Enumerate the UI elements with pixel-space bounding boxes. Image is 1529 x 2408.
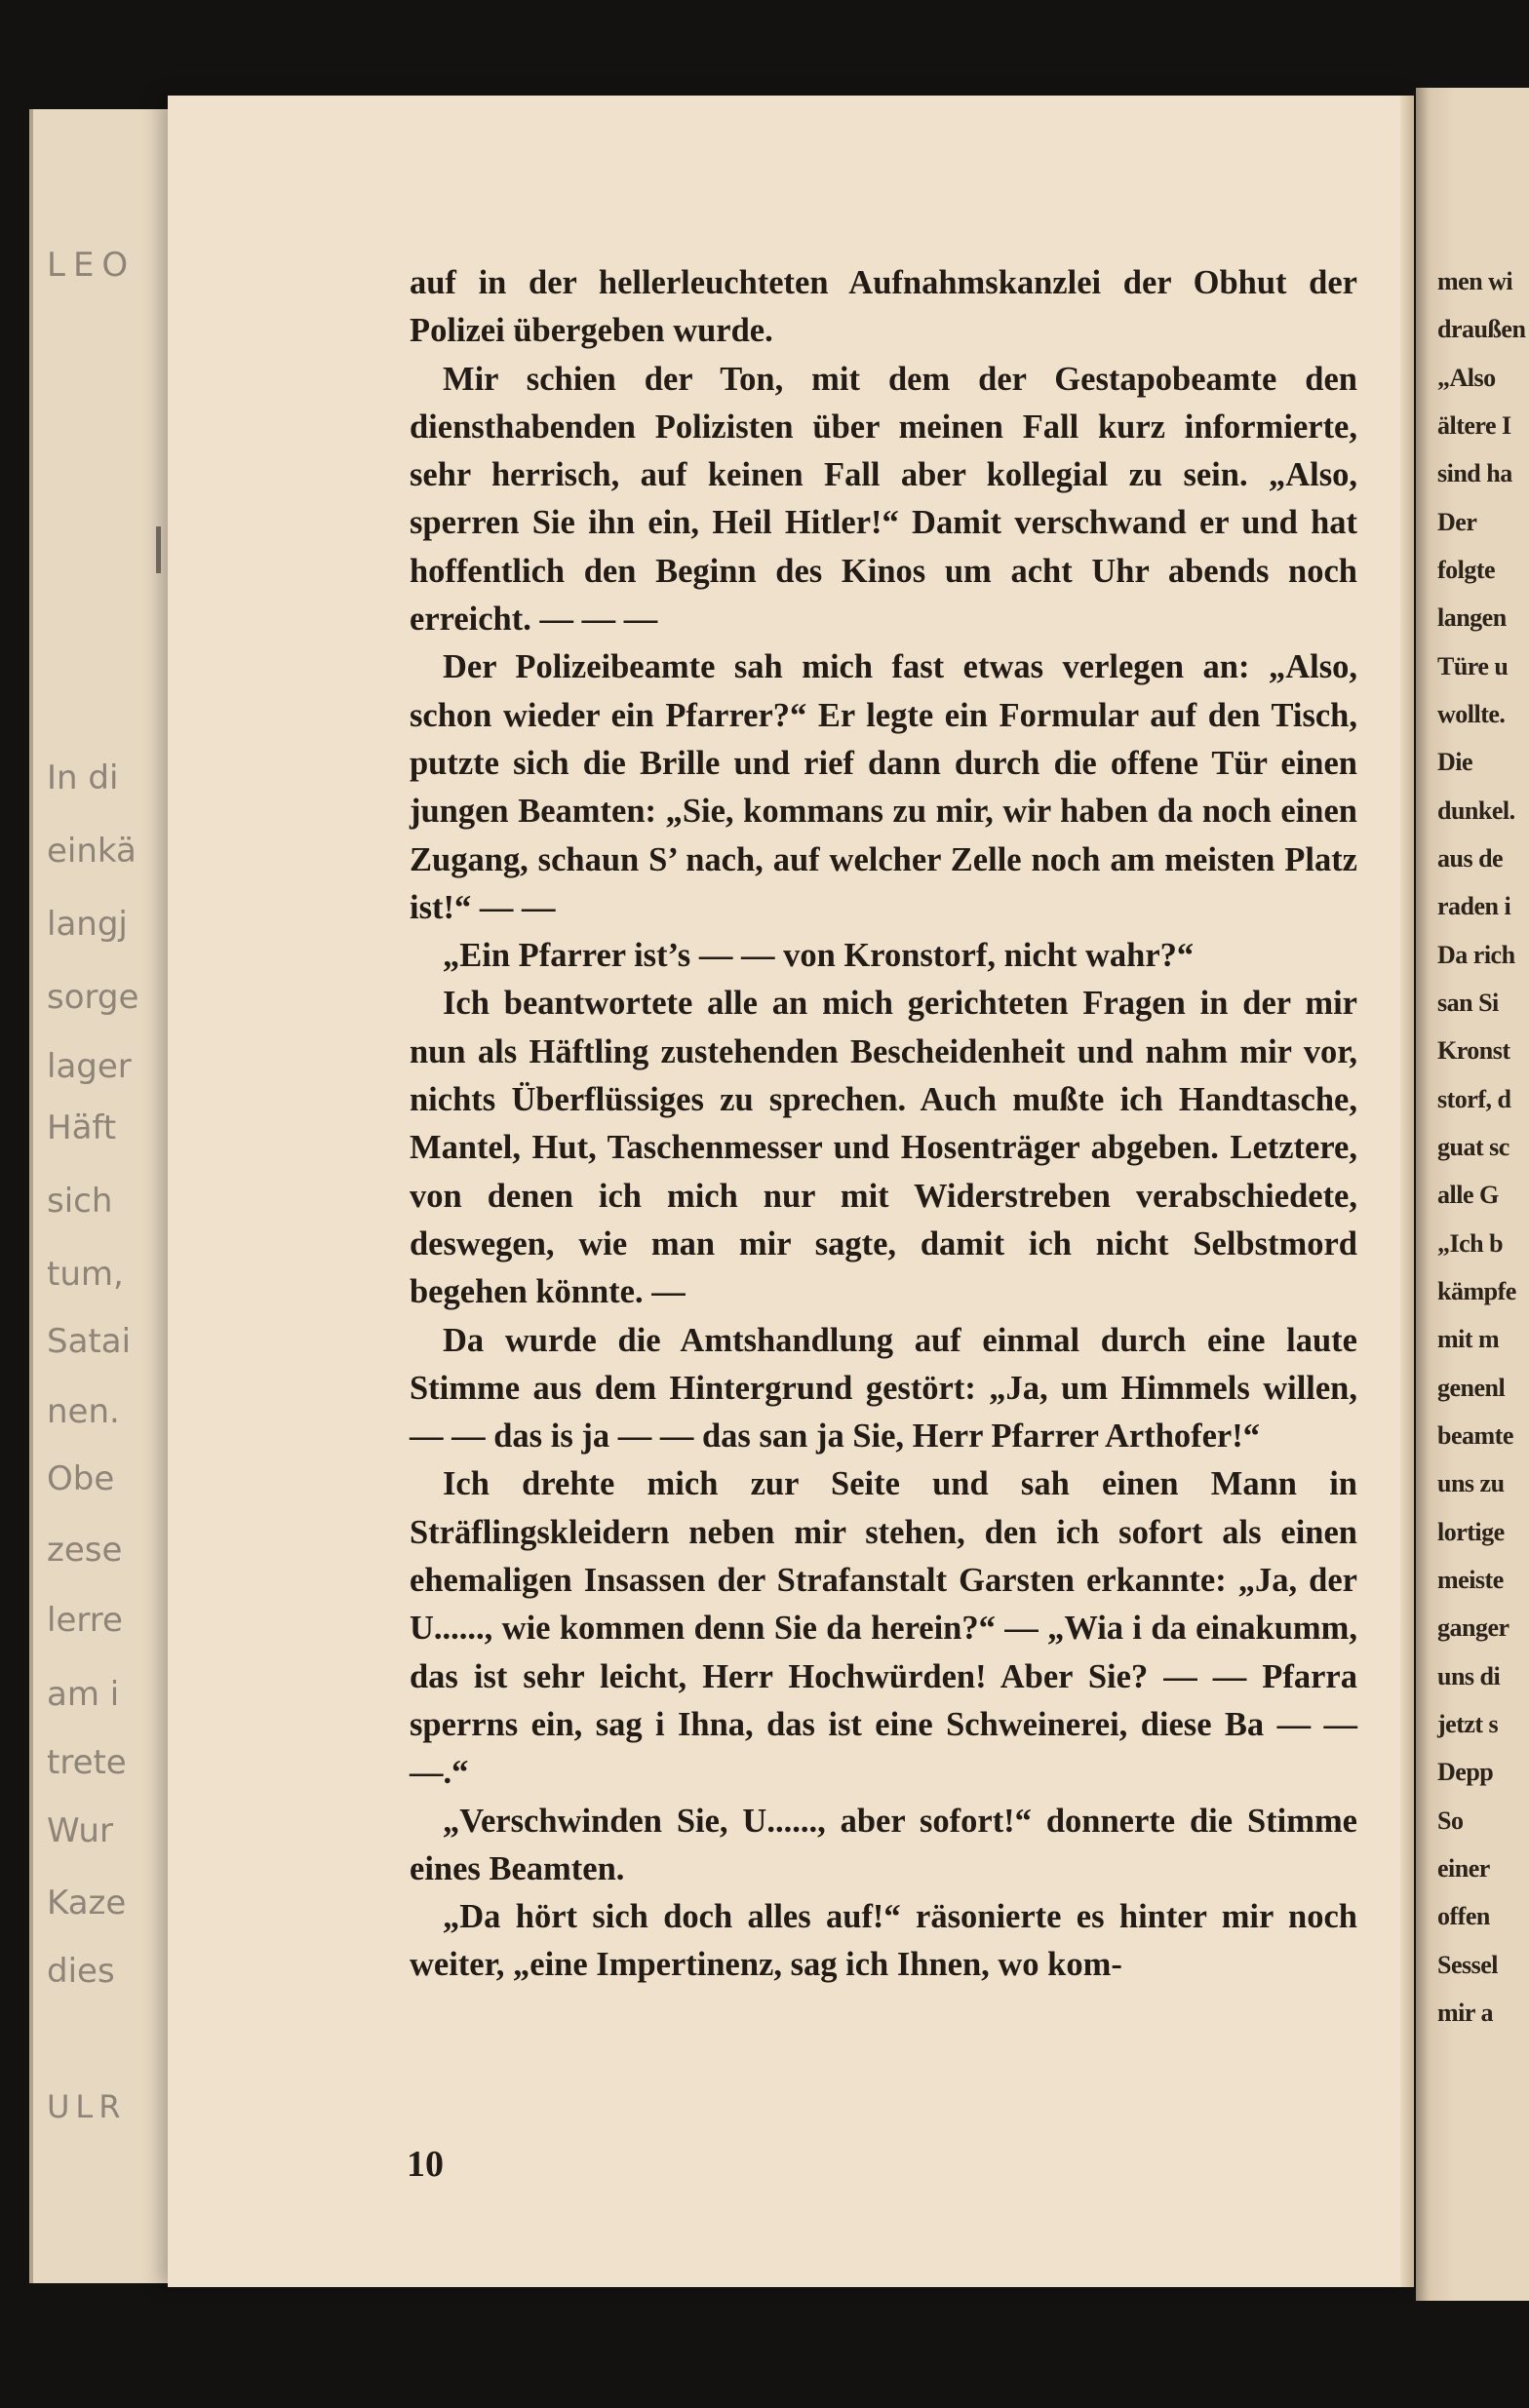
back-cover-bar: [156, 526, 161, 573]
back-cover-bottom-label: ULR: [47, 2088, 127, 2125]
facing-page-fragment: guat sc: [1437, 1133, 1509, 1161]
facing-page-fragment: uns zu: [1437, 1469, 1505, 1497]
facing-page-fragment: raden i: [1437, 892, 1511, 920]
back-cover-fragment: lager: [47, 1047, 132, 1086]
facing-page-fragment: So: [1437, 1806, 1464, 1835]
facing-page-edge: [1416, 88, 1529, 2301]
facing-page-fragment: wollte.: [1437, 700, 1506, 728]
facing-page-fragment: genenl: [1437, 1374, 1506, 1402]
facing-page-fragment: jetzt s: [1437, 1710, 1499, 1738]
facing-page-fragment: beamte: [1437, 1421, 1513, 1450]
back-cover-fragment: sich: [47, 1182, 113, 1221]
back-cover-fragment: tum,: [47, 1255, 124, 1294]
facing-page-fragment: Türe u: [1437, 652, 1509, 680]
paragraph: Ich beantwortete alle an mich gerichteten Fragen in der mir nun als Häftling zustehenden Bescheidenheit und nahm mir vor, nichts Überflüssiges zu sprechen. Auch mußte ich Handtasche, Mantel, Hut, Taschenmesser und Hosenträger abgeben. Letztere, von denen ich mich nur mit Widerstreben verabschiedete, deswegen, wie man mir sagte, damit ich nicht Selbstmord begehen könnte. —: [410, 985, 1357, 1311]
back-cover-fragment: am i: [47, 1675, 120, 1714]
paragraph: „Verschwinden Sie, U......, aber sofort!“ donnerte die Stimme eines Beamten.: [410, 1802, 1357, 1887]
back-cover-fragment: Obe: [47, 1459, 115, 1498]
back-cover-fragment: dies: [47, 1952, 115, 1991]
facing-page-fragment: san Si: [1437, 989, 1499, 1017]
facing-page-fragment: Die: [1437, 748, 1473, 776]
page-body-text: [410, 259, 1357, 1990]
back-cover-fragment: sorge: [47, 978, 139, 1017]
back-cover-fragment: Satai: [47, 1322, 132, 1361]
facing-page-fragment: folgte: [1437, 556, 1496, 584]
facing-page-fragment: Sessel: [1437, 1951, 1498, 1979]
back-cover-fragment: Häft: [47, 1108, 117, 1147]
back-cover-fragment: langj: [47, 905, 128, 944]
facing-page-fragment: meiste: [1437, 1566, 1504, 1594]
facing-page-fragment: Depp: [1437, 1758, 1494, 1786]
facing-page-fragment: aus de: [1437, 844, 1504, 873]
paragraph: auf in der hellerleuchteten Aufnahmskanzlei der Obhut der Polizei übergeben wurde.: [410, 264, 1357, 350]
facing-page-fragment: kämpfe: [1437, 1277, 1516, 1305]
facing-page-fragment: ältere I: [1437, 411, 1511, 440]
facing-page-fragment: alle G: [1437, 1181, 1499, 1209]
back-cover-fragment: nen.: [47, 1392, 120, 1431]
back-cover-fragment: zese: [47, 1531, 123, 1570]
back-cover-fragment: trete: [47, 1743, 127, 1782]
paragraph: Mir schien der Ton, mit dem der Gestapobeamte den diensthabenden Polizisten über meinen Fall kurz informierte, sehr herrisch, auf keinen Fall aber kollegial zu sein. „Also, sperren Sie ihn ein, Heil Hitler!“ Damit verschwand er und hat hoffentlich den Beginn des Kinos um acht Uhr abends noch erreicht. — — —: [410, 360, 1357, 639]
facing-page-fragment: Der: [1437, 508, 1477, 536]
paragraph: Ich drehte mich zur Seite und sah einen Mann in Sträflingskleidern neben mir stehen, den ich sofort als einen ehemaligen Insassen der Strafanstalt Garsten erkannte: „Ja, der U......, wie kommen denn Sie da herein?“ — „Wia i da einakumm, das ist sehr leicht, Herr Hochwürden! Aber Sie? — — Pfarra sperrns ein, sag i Ihna, das ist eine Schweinerei, diese Ba — — —.“: [410, 1465, 1357, 1792]
paragraph: Der Polizeibeamte sah mich fast etwas verlegen an: „Also, schon wieder ein Pfarrer?“ Er legte ein Formular auf den Tisch, putzte sich die Brille und rief dann durch die offene Tür einen jungen Beamten: „Sie, kommans zu mir, wir haben da noch einen Zugang, schaun S’ nach, auf welcher Zelle noch am meisten Platz ist!“ — —: [410, 648, 1357, 926]
facing-page-fragment: uns di: [1437, 1662, 1501, 1690]
back-cover-fragment: Wur: [47, 1811, 113, 1850]
facing-page-fragment: einer: [1437, 1854, 1490, 1883]
facing-page-fragment: langen: [1437, 603, 1507, 632]
facing-page-fragment: Kronst: [1437, 1036, 1510, 1065]
page-gutter-shadow: [1400, 96, 1414, 2287]
back-cover-fragment: lerre: [47, 1601, 123, 1640]
facing-page-fragment: Da rich: [1437, 941, 1515, 969]
facing-page-fragment: sind ha: [1437, 459, 1512, 487]
facing-page-fragment: storf, d: [1437, 1085, 1511, 1113]
back-cover-fragment: Kaze: [47, 1884, 127, 1923]
back-cover-fragment: einkä: [47, 832, 137, 871]
paragraph: „Ein Pfarrer ist’s — — von Kronstorf, nicht wahr?“: [443, 937, 1195, 975]
facing-page-fragment: men wi: [1437, 267, 1513, 295]
paragraph: „Da hört sich doch alles auf!“ räsonierte es hinter mir noch weiter, „eine Impertinenz, sag ich Ihnen, wo kom-: [410, 1898, 1357, 1984]
facing-page-fragment: offen: [1437, 1902, 1490, 1930]
page-number: 10: [407, 2144, 444, 2185]
back-cover-author-label: LEO: [47, 246, 137, 285]
facing-page-fragment: draußen: [1437, 315, 1526, 343]
facing-page-fragment: „Ich b: [1437, 1229, 1504, 1258]
facing-page-fragment: dunkel.: [1437, 796, 1515, 825]
facing-page-fragment: mit m: [1437, 1325, 1500, 1353]
facing-page-fragment: „Also: [1437, 364, 1496, 392]
paragraph: Da wurde die Amtshandlung auf einmal durch eine laute Stimme aus dem Hintergrund gestört: „Ja, um Himmels willen, — — das is ja — — das san ja Sie, Herr Pfarrer Arthofer!“: [410, 1321, 1357, 1456]
back-cover-fragment: In di: [47, 758, 119, 797]
facing-page-fragment: ganger: [1437, 1613, 1509, 1642]
facing-page-fragment: mir a: [1437, 1999, 1493, 2027]
facing-page-fragment: lortige: [1437, 1518, 1505, 1546]
